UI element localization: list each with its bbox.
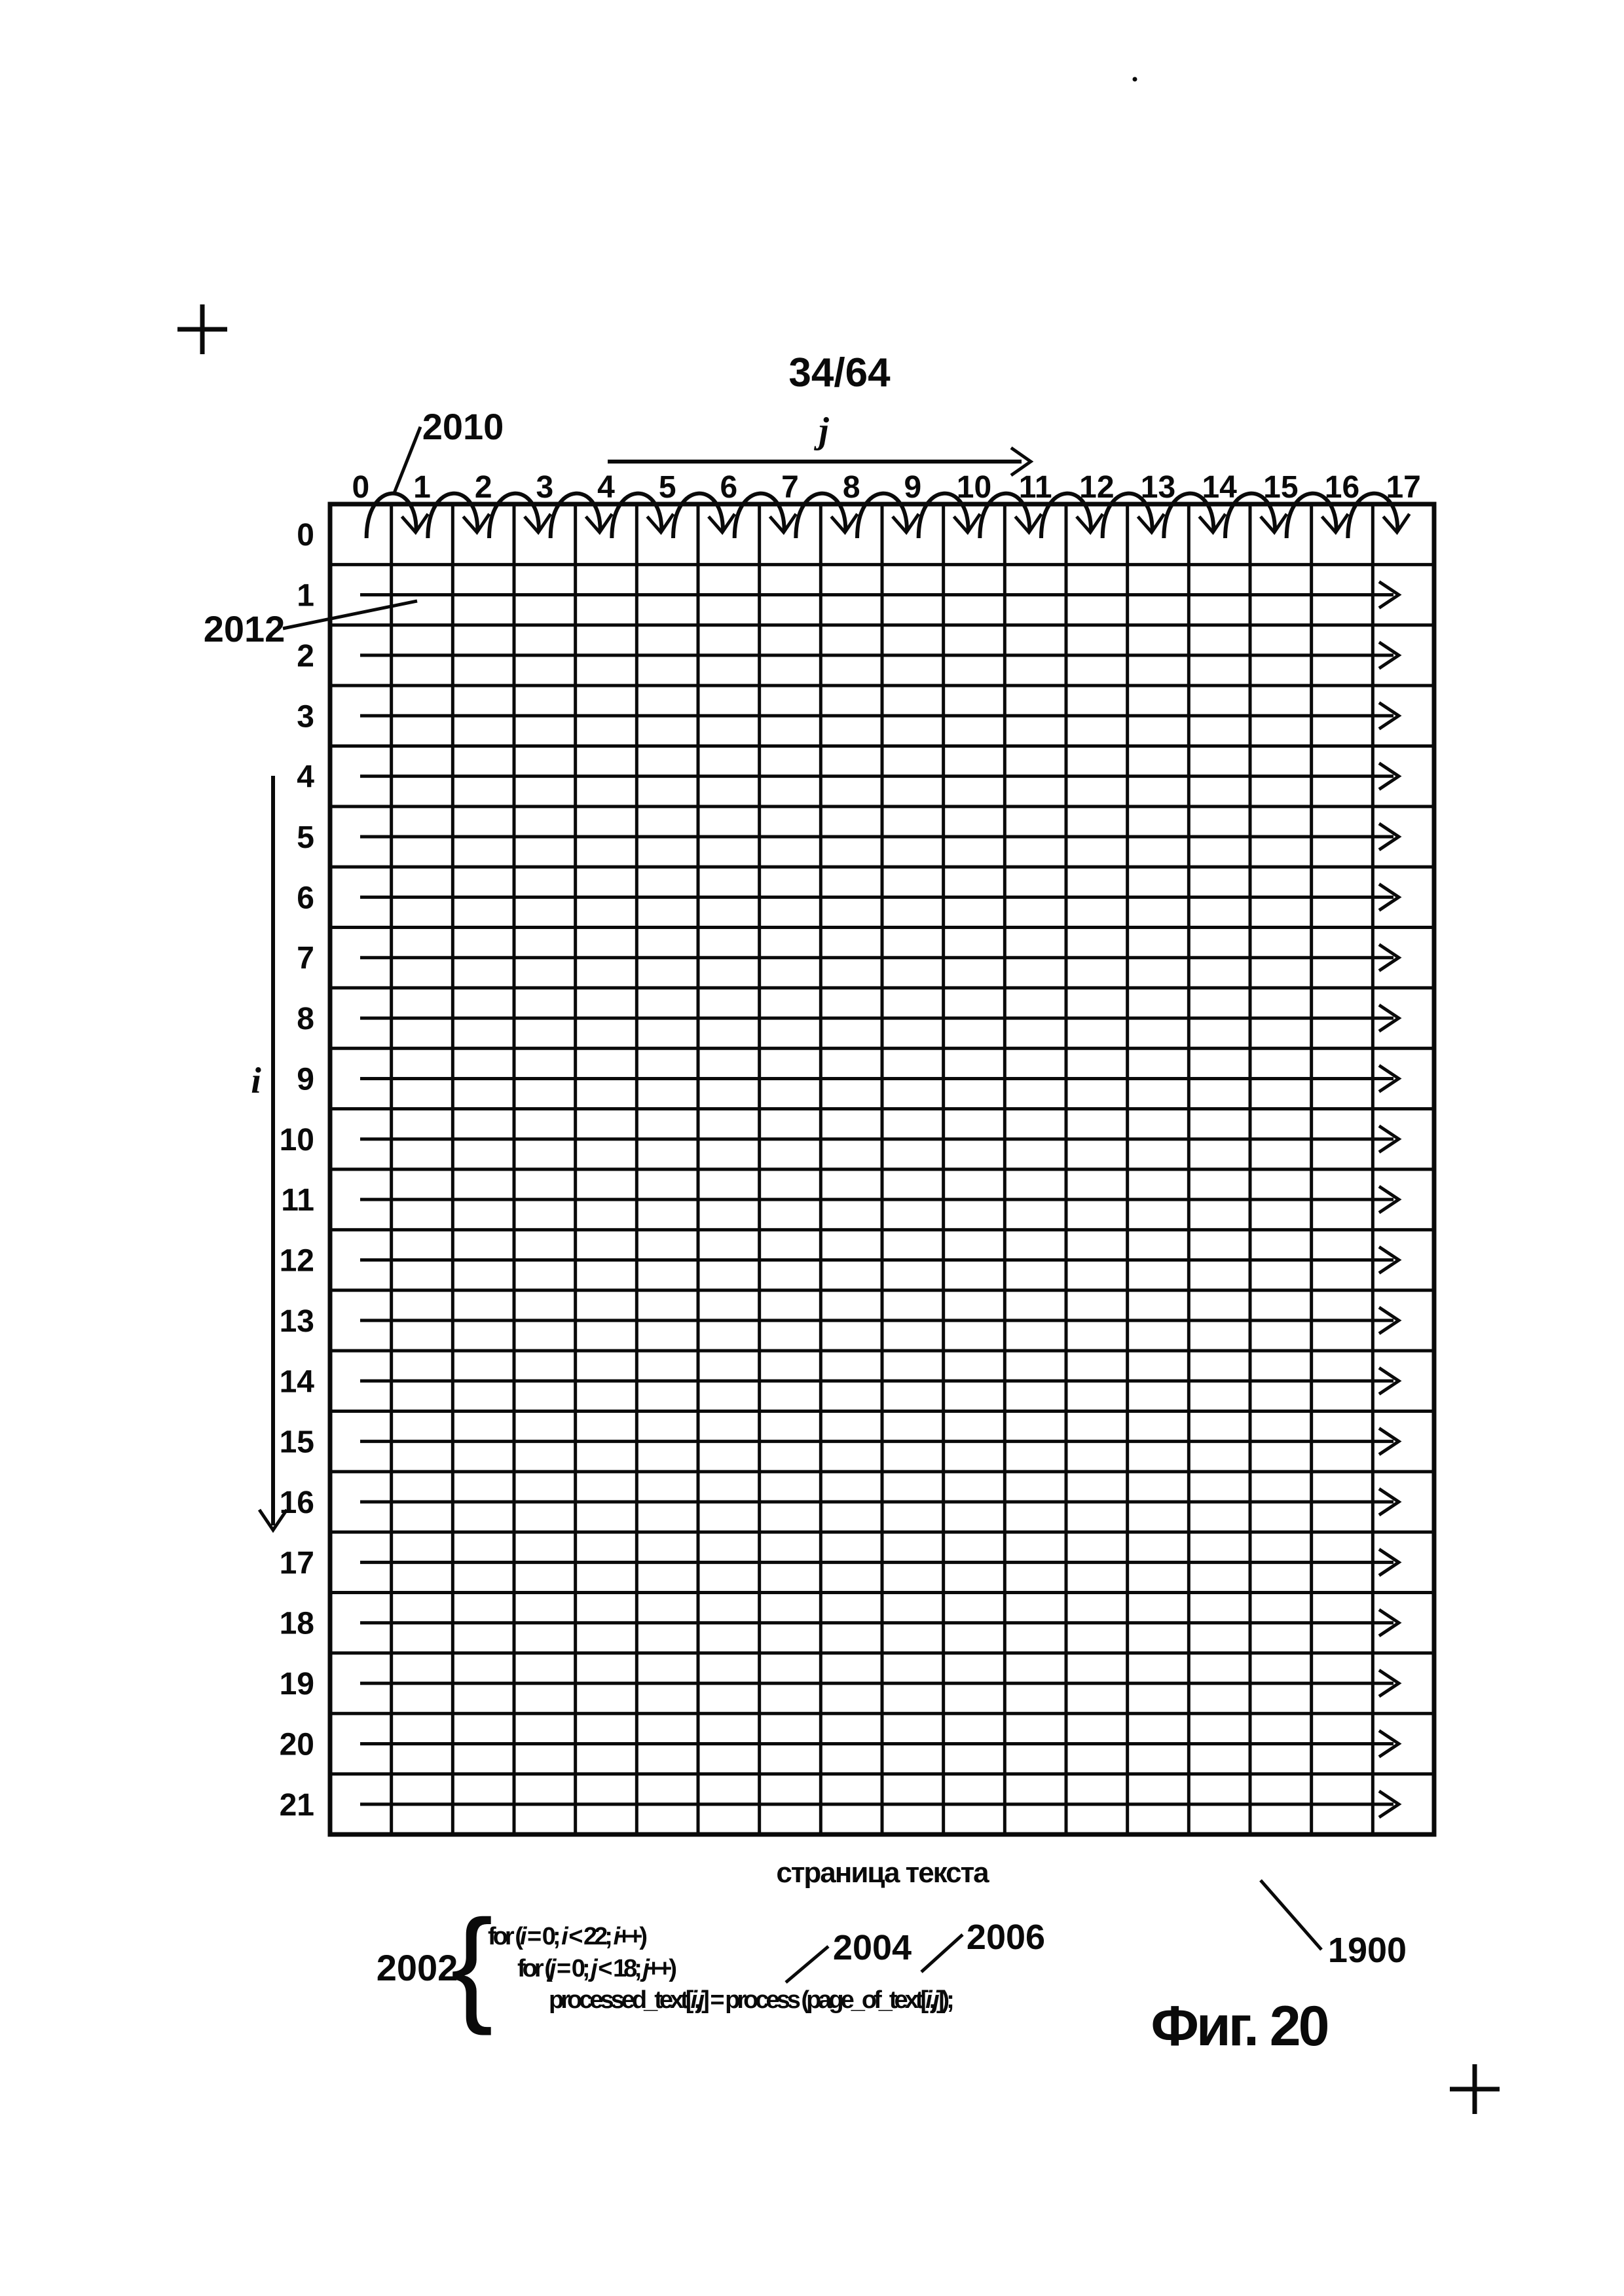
row-label: 3 bbox=[297, 699, 314, 735]
column-label: 13 bbox=[1140, 470, 1176, 505]
column-label: 17 bbox=[1386, 470, 1421, 505]
grid-caption: страница текста bbox=[776, 1857, 988, 1889]
row-label: 13 bbox=[279, 1303, 314, 1339]
sheet-number: 34/64 bbox=[788, 350, 891, 395]
code-line-2: for (j = 0; j < 18; j++) bbox=[517, 1955, 674, 1982]
scan-speck bbox=[1133, 77, 1137, 82]
row-label: 10 bbox=[279, 1122, 314, 1157]
column-label: 8 bbox=[842, 470, 860, 505]
column-label: 15 bbox=[1263, 470, 1299, 505]
row-label: 1 bbox=[297, 578, 314, 613]
row-label: 6 bbox=[297, 881, 314, 916]
col-axis-label: j bbox=[819, 410, 829, 451]
column-label: 4 bbox=[597, 470, 615, 505]
code-brace: { bbox=[451, 1893, 494, 2036]
column-label: 10 bbox=[956, 470, 992, 505]
column-label: 11 bbox=[1018, 470, 1052, 505]
row-label: 2 bbox=[297, 638, 314, 674]
row-label: 21 bbox=[279, 1787, 314, 1823]
ref-label-cell-hop: 2010 bbox=[422, 406, 504, 447]
row-label: 9 bbox=[297, 1062, 314, 1097]
column-label: 6 bbox=[720, 470, 738, 505]
row-label: 19 bbox=[279, 1667, 314, 1702]
row-label: 8 bbox=[297, 1002, 314, 1037]
ref-label-array-access: 2006 bbox=[966, 1918, 1046, 1957]
column-label: 1 bbox=[413, 470, 431, 505]
column-label: 7 bbox=[781, 470, 799, 505]
row-label: 11 bbox=[281, 1183, 314, 1218]
row-label: 12 bbox=[279, 1243, 314, 1279]
row-label: 16 bbox=[279, 1485, 314, 1520]
row-label: 0 bbox=[297, 518, 314, 553]
ref-label-row-traversal: 2012 bbox=[203, 608, 286, 649]
row-label: 7 bbox=[297, 941, 314, 976]
column-labels bbox=[352, 470, 1420, 505]
row-label: 14 bbox=[279, 1364, 314, 1400]
column-label: 9 bbox=[904, 470, 922, 505]
figure-caption: Фиг. 20 bbox=[1151, 1995, 1327, 2058]
row-axis-label: i bbox=[251, 1061, 261, 1101]
column-label: 5 bbox=[658, 470, 676, 505]
column-label: 3 bbox=[536, 470, 554, 505]
code-line-1: for (i = 0; i < 22; i++) bbox=[488, 1923, 645, 1950]
row-labels bbox=[280, 518, 315, 1823]
ref-label-grid: 1900 bbox=[1327, 1931, 1407, 1970]
row-label: 15 bbox=[279, 1425, 314, 1460]
grid bbox=[330, 504, 1434, 1834]
column-label: 12 bbox=[1079, 470, 1115, 505]
row-label: 4 bbox=[297, 759, 314, 795]
ref-pointer-grid bbox=[1261, 1880, 1321, 1950]
ref-pointer-process-call bbox=[786, 1946, 828, 1982]
registration-mark-bottom-right-icon bbox=[1450, 2064, 1500, 2114]
row0-cell-hop-arcs bbox=[367, 494, 1410, 538]
row-label: 18 bbox=[279, 1606, 314, 1641]
ref-label-code-block: 2002 bbox=[376, 1947, 458, 1988]
column-label: 2 bbox=[474, 470, 492, 505]
column-label: 14 bbox=[1202, 470, 1237, 505]
ref-pointer-array-access bbox=[921, 1935, 963, 1972]
column-label: 0 bbox=[352, 470, 370, 505]
registration-mark-top-left-icon bbox=[177, 304, 227, 354]
ref-label-process-call: 2004 bbox=[832, 1928, 912, 1967]
row-traversal-arrows bbox=[360, 582, 1399, 1817]
row-label: 17 bbox=[279, 1546, 314, 1581]
row-label: 5 bbox=[297, 820, 314, 855]
row-label: 20 bbox=[279, 1727, 314, 1762]
code-line-3: processed_text[i,j] = process (page_of_text[i,j]); bbox=[549, 1986, 951, 2014]
column-label: 16 bbox=[1324, 470, 1360, 505]
